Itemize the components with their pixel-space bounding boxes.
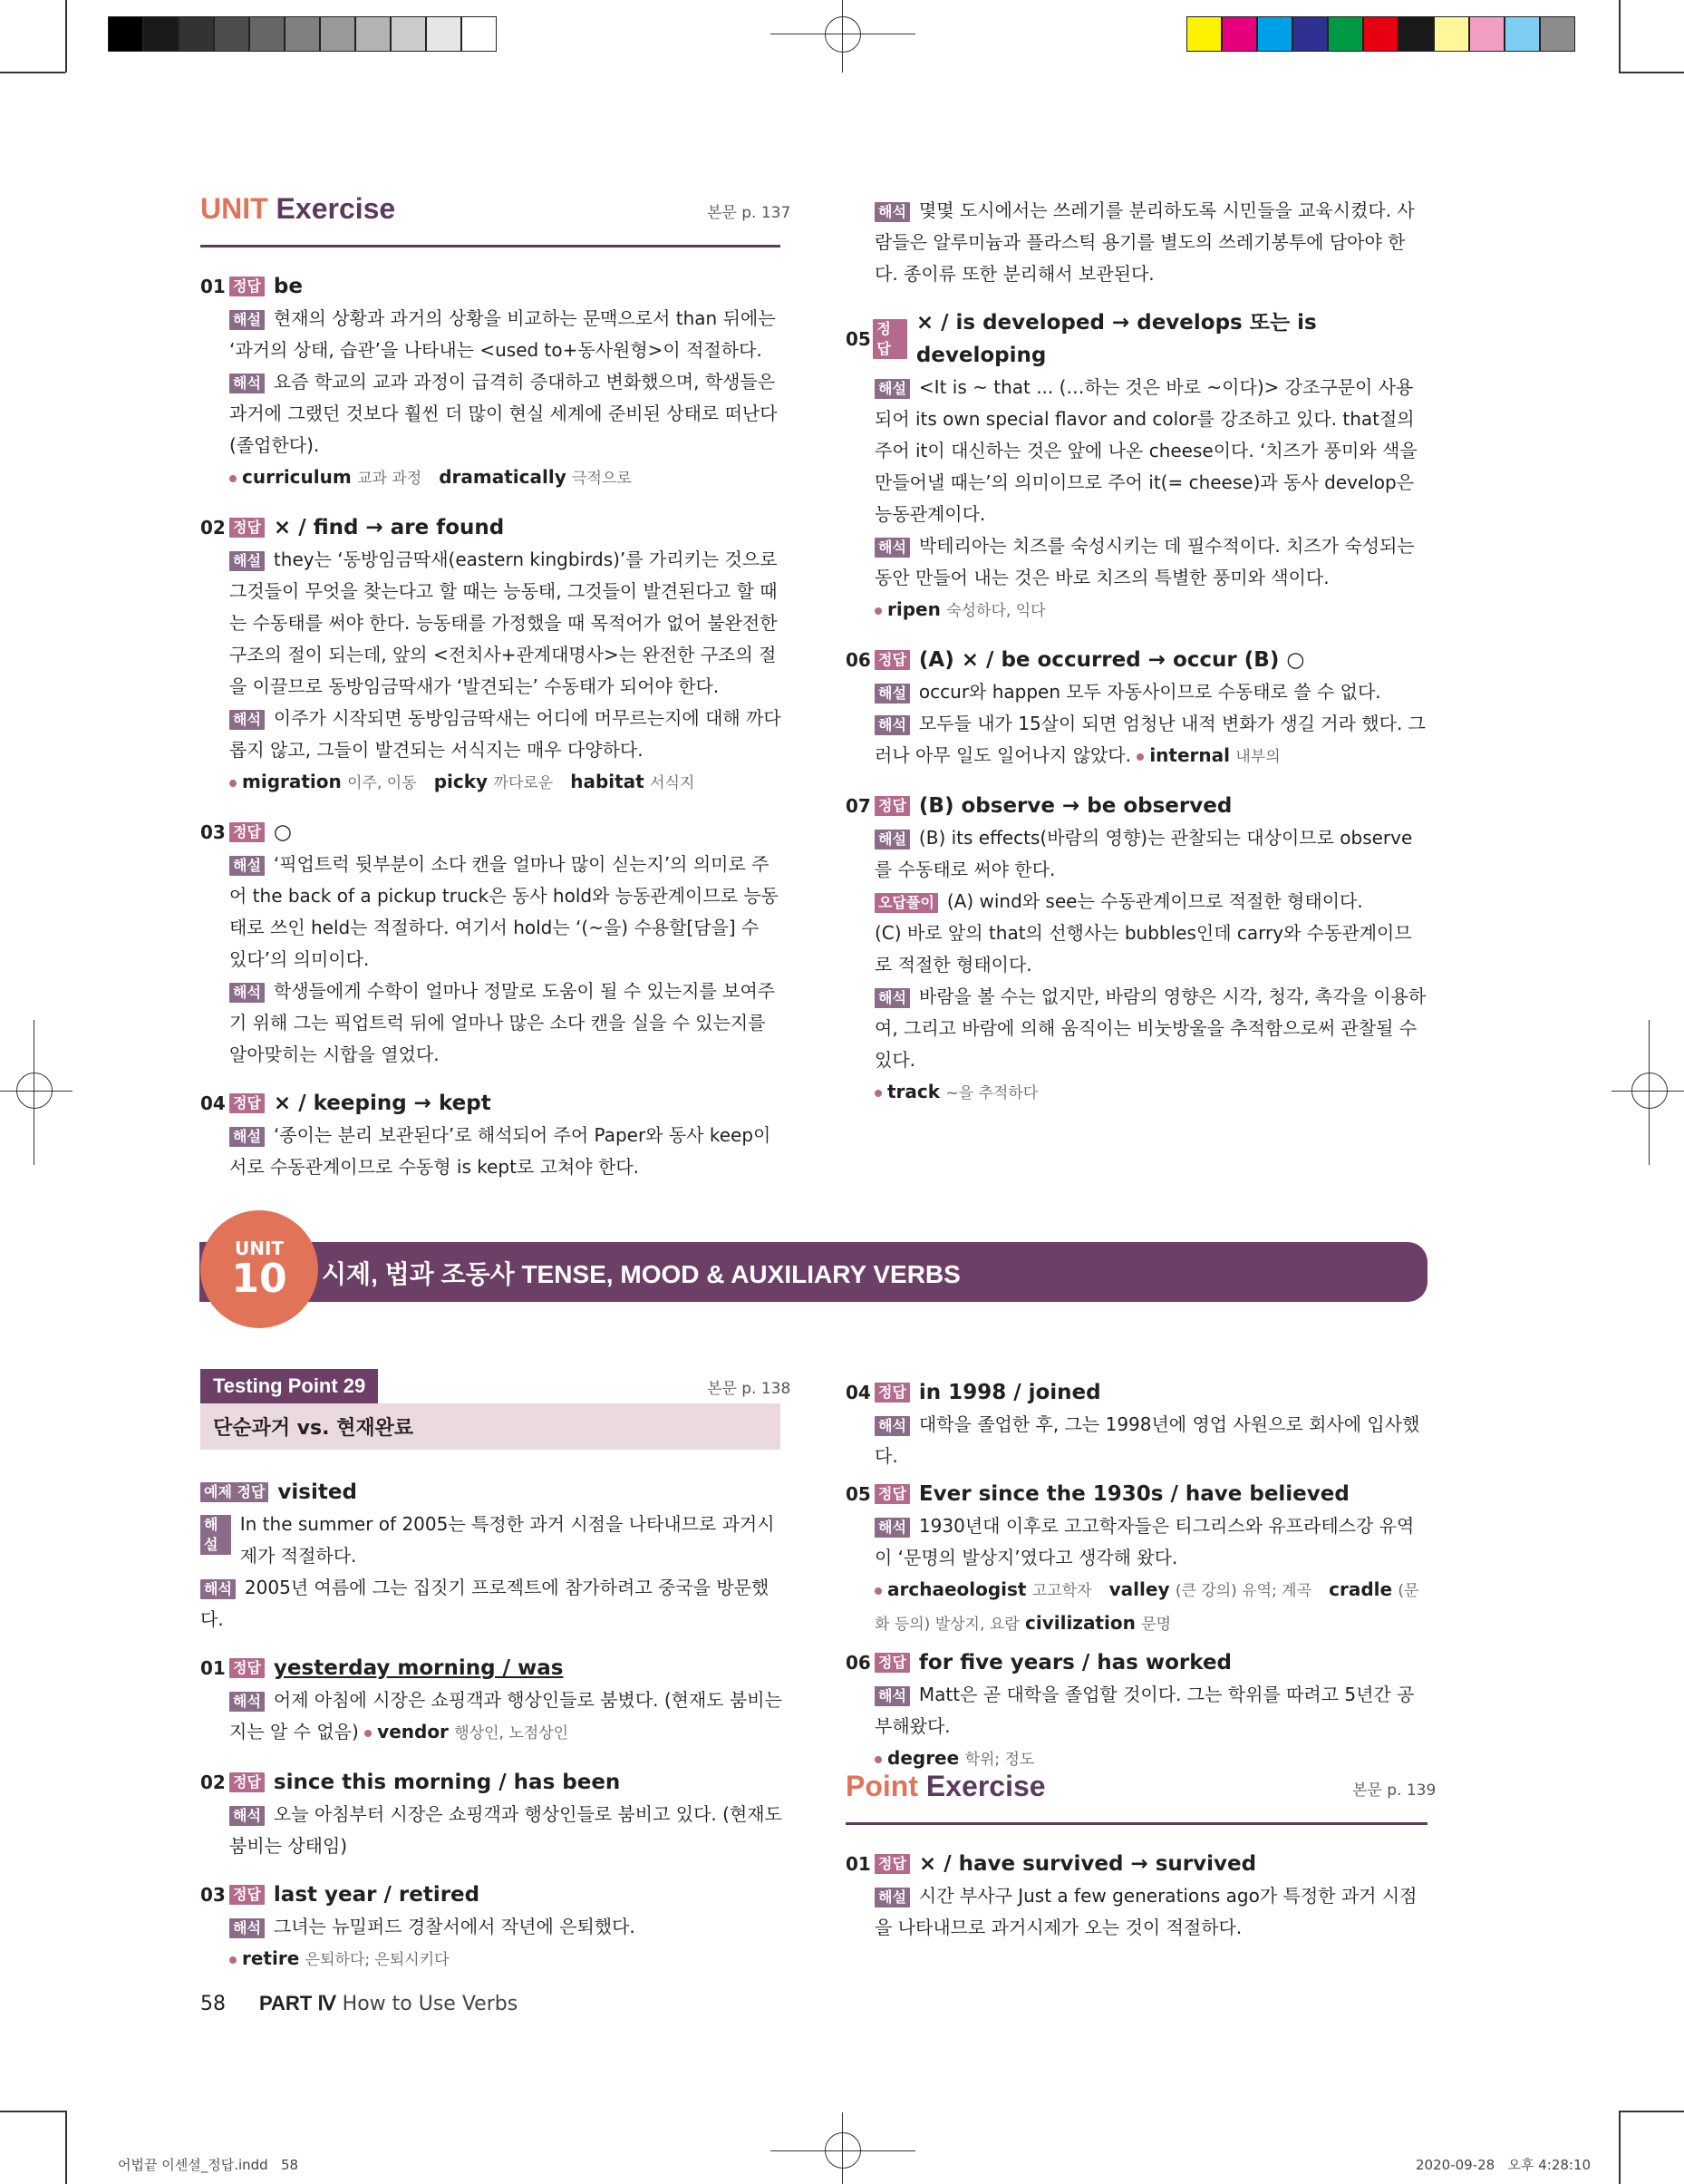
answer-item-01: [200, 270, 782, 495]
unit-number-badge: [200, 1210, 318, 1328]
point-exercise-column: [846, 1831, 1428, 1944]
page-reference: 본문 p. 138: [707, 1380, 791, 1398]
explanation-tag: 해설: [229, 551, 265, 571]
testing-point-box: [200, 1369, 780, 1450]
translation-text: 바람을 볼 수는 없지만, 바람의 영향은 시각, 청각, 촉각을 이용하여, 그리고 바람에 의해 움직이는 비눗방울을 추적함으로써 관찰될 수 있다.: [875, 985, 1427, 1071]
translation-text: 어제 아침에 시장은 쇼핑객과 행상인들로 붐볐다. (현재도 붐비는지는 알 수 없음): [229, 1689, 782, 1742]
color-swatch: [1292, 16, 1328, 52]
part-title: How to Use Verbs: [342, 1993, 518, 2015]
explanation-tag: 해설: [229, 856, 265, 876]
unit-label: UNIT: [234, 1238, 285, 1259]
example-answer: visited: [277, 1480, 357, 1504]
crop-mark: [1619, 72, 1684, 73]
translation-tag: 해석: [875, 988, 910, 1008]
answer-text: ○: [273, 820, 292, 844]
color-swatch: [285, 16, 320, 52]
answer-item-04: 04 정답 in 1998 / joined 해석 대학을 졸업한 후, 그는 1998년에 영업 사원으로 회사에 입사했다.: [846, 1376, 1428, 1472]
color-swatch: [1363, 16, 1398, 52]
explanation-text: ‘종이는 분리 보관된다’로 해석되어 주어 Paper와 동사 keep이 서로 수동관계이므로 수동형 is kept로 고쳐야 한다.: [229, 1124, 771, 1178]
color-swatch: [461, 16, 497, 52]
color-swatch: [1257, 16, 1292, 52]
item-number: 07: [846, 795, 871, 817]
answer-item-01: 01 정답 yesterday morning / was 해석 어제 아침에 시장은 쇼핑객과 행상인들로 붐볐다. (현재도 붐비는지는 알 수 없음) vendor 행상인, 노점상인: [200, 1652, 782, 1750]
answer-item-01: 01 정답 × / have survived → survived 해설 시간 부사구 Just a few generations ago가 특정한 과거 시점을 나타내므로 과거시제가 오는 것이 적절하다.: [846, 1848, 1428, 1944]
registration-line: [1611, 1091, 1684, 1092]
translation-tag: 해석: [229, 710, 265, 730]
answer-tag: 정답: [229, 518, 265, 538]
translation-text: 그녀는 뉴밀퍼드 경찰서에서 작년에 은퇴했다.: [273, 1916, 635, 1937]
answer-tag: 정답: [875, 796, 910, 816]
translation-tag: 해석: [229, 374, 265, 393]
translation-text: 대학을 졸업한 후, 그는 1998년에 영업 사원으로 회사에 입사했다.: [875, 1413, 1420, 1467]
crop-mark: [65, 0, 67, 73]
heading-part-a: Point: [846, 1770, 918, 1802]
registration-line: [842, 2112, 843, 2184]
bottom-left-column: [200, 1476, 782, 1976]
answer-tag: 정답: [873, 319, 906, 359]
right-column: [846, 195, 1428, 1110]
explanation-text: (B) its effects(바람의 영향)는 관찰되는 대상이므로 observe를 수동태로 써야 한다.: [875, 827, 1413, 880]
translation-text: 몇몇 도시에서는 쓰레기를 분리하도록 시민들을 교육시켰다. 사람들은 알루미늄과 플라스틱 용기를 별도의 쓰레기봉투에 담아야 한다. 종이류 또한 분리해서 보관된다.: [875, 199, 1415, 285]
answer-item-04: [200, 1087, 782, 1183]
wrong-answer-text: (C) 바로 앞의 that의 선행사는 bubbles인데 carry와 수동관계이므로 적절한 형태이다.: [875, 922, 1412, 976]
translation-text: 요즘 학교의 교과 과정이 급격히 증대하고 변화했으며, 학생들은 과거에 그랬던 것보다 훨씬 더 많이 현실 세계에 준비된 상태로 떠난다(졸업한다).: [229, 371, 778, 456]
vocab-line: degree 학위; 정도: [846, 1742, 1428, 1776]
answer-text: last year / retired: [273, 1883, 480, 1907]
color-swatch: [1434, 16, 1469, 52]
example-answer-tag: 예제 정답: [200, 1482, 268, 1502]
item-number: 06: [846, 649, 871, 671]
translation-tag: 해석: [875, 715, 910, 735]
answer-text: (A) × / be occurred → occur (B) ○: [918, 648, 1305, 672]
page-footer: [200, 1992, 518, 2015]
color-swatch: [1398, 16, 1434, 52]
explanation-tag: 해설: [875, 379, 910, 399]
heading-rule: [846, 1822, 1428, 1825]
color-swatch: [1469, 16, 1505, 52]
answer-text: × / find → are found: [273, 516, 505, 539]
translation-tag: 해석: [875, 538, 910, 558]
explanation-tag: 해설: [229, 1127, 265, 1147]
explanation-text: 시간 부사구 Just a few generations ago가 특정한 과거 시점을 나타내므로 과거시제가 오는 것이 적절하다.: [875, 1885, 1418, 1938]
crop-mark: [0, 2111, 65, 2112]
answer-item-05: [846, 306, 1428, 627]
color-swatch: [320, 16, 355, 52]
bottom-right-column: [846, 1360, 1428, 1776]
color-swatch: [143, 16, 179, 52]
answer-tag: 정답: [229, 1093, 265, 1113]
translation-text: 이주가 시작되면 동방임금딱새는 어디에 머무르는지에 대해 까다롭지 않고, 그들이 발견되는 서식지는 매우 다양하다.: [229, 707, 781, 761]
item-number: 03: [200, 821, 226, 843]
unit-number: 10: [231, 1256, 287, 1302]
color-swatch: [1186, 16, 1222, 52]
part-label: PART Ⅳ: [259, 1992, 336, 2014]
color-swatch: [1328, 16, 1363, 52]
point-exercise-heading: [846, 1770, 1046, 1803]
answer-item-02: 02 정답 since this morning / has been 해석 오늘 아침부터 시장은 쇼핑객과 행상인들로 붐비고 있다. (현재도 붐비는 상태임): [200, 1766, 782, 1862]
answer-item-03: 03 정답 last year / retired 해석 그녀는 뉴밀퍼드 경찰서에서 작년에 은퇴했다. retire 은퇴하다; 은퇴시키다: [200, 1878, 782, 1976]
vocab-line: migration 이주, 이동 picky 까다로운 habitat 서식지: [200, 766, 782, 800]
answer-text: since this morning / has been: [273, 1771, 621, 1794]
crop-mark: [65, 2111, 67, 2184]
answer-text: yesterday morning / was: [273, 1656, 564, 1680]
registration-line: [0, 1091, 73, 1092]
item-number: 01: [200, 276, 226, 297]
item-number: 04: [200, 1092, 226, 1114]
translation-tag: 해석: [200, 1579, 236, 1599]
crop-mark: [1619, 2111, 1621, 2184]
translation-text: 오늘 아침부터 시장은 쇼핑객과 행상인들로 붐비고 있다. (현재도 붐비는 상태임): [229, 1803, 782, 1857]
color-swatch: [1222, 16, 1257, 52]
explanation-text: <It is ~ that ... (…하는 것은 바로 ~이다)> 강조구문이 사용되어 its own special flavor and color를 강조하고 있다. that절의 주어 it이 대신하는 것은 앞에 나온 cheese이다. ‘치즈가 풍미와 색을 만들어낼 때는’의 의미이므로 주어 it(= cheese)과 동사 develop은 능동관계이다.: [875, 376, 1418, 525]
heading-part-b: Exercise: [276, 192, 396, 225]
translation-text: 1930년대 이후로 고고학자들은 티그리스와 유프라테스강 유역이 ‘문명의 발상지’였다고 생각해 왔다.: [875, 1515, 1415, 1568]
heading-rule: [200, 245, 780, 248]
crop-mark: [1619, 0, 1621, 73]
answer-text: × / is developed → develops 또는 is developing: [915, 311, 1317, 367]
item-number: 05: [846, 328, 871, 350]
answer-text: in 1998 / joined: [918, 1381, 1101, 1404]
page-number: 58: [200, 1993, 226, 2015]
heading-part-b: Exercise: [925, 1770, 1046, 1802]
color-swatch: [179, 16, 214, 52]
answer-text: Ever since the 1930s / have believed: [918, 1482, 1350, 1506]
answer-tag: 정답: [229, 822, 265, 842]
answer-item-07: [846, 790, 1428, 1110]
testing-point-subtitle: 단순과거 vs. 현재완료: [200, 1403, 780, 1450]
vocab-line: track ~을 추적하다: [846, 1076, 1428, 1110]
page-reference: 본문 p. 139: [1352, 1781, 1437, 1800]
answer-text: × / keeping → kept: [273, 1092, 491, 1115]
left-column: [200, 254, 782, 1183]
color-swatch: [391, 16, 426, 52]
answer-tag: 정답: [229, 277, 265, 296]
answer-text: be: [273, 275, 303, 298]
explanation-tag: 해설: [200, 1515, 231, 1555]
translation-text: 모두들 내가 15살이 되면 엄청난 내적 변화가 생길 거라 했다. 그러나 아무 일도 일어나지 않았다.: [875, 713, 1426, 766]
translation-text: 박테리아는 치즈를 숙성시키는 데 필수적이다. 치즈가 숙성되는 동안 만들어 내는 것은 바로 치즈의 특별한 풍미와 색이다.: [875, 535, 1415, 588]
print-slug-date: 2020-09-28 오후 4:28:10: [1416, 2157, 1592, 2173]
answer-text: × / have survived → survived: [918, 1852, 1257, 1876]
registration-line: [1649, 1020, 1650, 1165]
color-swatch: [214, 16, 249, 52]
vocab-line: curriculum 교과 과정 dramatically 극적으로: [200, 461, 782, 495]
translation-tag: 해석: [875, 202, 910, 222]
crop-mark: [0, 72, 65, 73]
explanation-text: occur와 happen 모두 자동사이므로 수동태로 쓸 수 없다.: [918, 681, 1381, 703]
color-swatch: [1505, 16, 1540, 52]
explanation-text: In the summer of 2005는 특정한 과거 시점을 나타내므로 과거시제가 적절하다.: [239, 1513, 775, 1567]
answer-item-03: [200, 816, 782, 1071]
page-reference: 본문 p. 137: [707, 204, 791, 222]
translation-text: Matt은 곧 대학을 졸업할 것이다. 그는 학위를 따려고 5년간 공부해왔다.: [875, 1684, 1415, 1737]
vocab-line: archaeologist 고고학자 valley (큰 강의) 유역; 계곡 cradle (문화 등의) 발상지, 요람 civilization 문명: [875, 1578, 1419, 1634]
answer-text: for five years / has worked: [918, 1651, 1233, 1674]
explanation-tag: 해설: [229, 310, 265, 330]
color-swatch: [108, 16, 143, 52]
wrong-answer-text: (A) wind와 see는 수동관계이므로 적절한 형태이다.: [946, 890, 1363, 912]
translation-text: 2005년 여름에 그는 집짓기 프로젝트에 참가하려고 중국을 방문했다.: [200, 1577, 769, 1630]
vocab-line: retire 은퇴하다; 은퇴시키다: [200, 1943, 782, 1976]
translation-text: 학생들에게 수학이 얼마나 정말로 도움이 될 수 있는지를 보여주기 위해 그는 픽업트럭 뒤에 얼마나 많은 소다 캔을 실을 수 있는지를 알아맞히는 시합을 열었다.: [229, 980, 776, 1065]
unit-exercise-heading: [200, 192, 395, 226]
explanation-text: ‘픽업트럭 뒷부분이 소다 캔을 얼마나 많이 싣는지’의 의미로 주어 the back of a pickup truck은 동사 hold와 능동관계이므로 능동태로 쓰인 held는 적절하다. 여기서 hold는 ‘(~을) 수용할[담을] 수 있다’의 의미이다.: [229, 853, 779, 970]
crop-mark: [1619, 2111, 1684, 2112]
answer-item-05: 05 정답 Ever since the 1930s / have believed 해석 1930년대 이후로 고고학자들은 티그리스와 유프라테스강 유역이 ‘문명의 발상지’였다고 생각해 왔다. archaeologist 고고학자 valley (큰 강의) 유역; 계곡 cradle (문화 등의) 발상지, 요람 civilization 문명: [846, 1478, 1428, 1641]
answer-item-02: [200, 511, 782, 800]
answer-item-06: 06 정답 for five years / has worked 해석 Matt은 곧 대학을 졸업할 것이다. 그는 학위를 따려고 5년간 공부해왔다. degree 학위; 정도: [846, 1646, 1428, 1776]
print-slug-file: 어법끝 이센셜_정답.indd 58: [118, 2157, 299, 2173]
vocab-line: ripen 숙성하다, 익다: [846, 594, 1428, 627]
explanation-tag: 해설: [875, 684, 910, 704]
color-swatch: [249, 16, 285, 52]
unit-title-band: [199, 1242, 1428, 1302]
wrong-answer-tag: 오답풀이: [875, 893, 938, 913]
unit-title: 시제, 법과 조동사 TENSE, MOOD & AUXILIARY VERBS: [322, 1260, 961, 1288]
registration-mark-top: [825, 16, 861, 53]
color-swatch: [426, 16, 461, 52]
color-swatch: [1540, 16, 1575, 52]
answer-tag: 정답: [875, 650, 910, 670]
translation-tag: 해석: [229, 983, 265, 1003]
registration-line: [770, 2150, 915, 2151]
explanation-text: they는 ‘동방임금딱새(eastern kingbirds)’를 가리키는 것으로 그것들이 무엇을 찾는다고 할 때는 능동태, 그것들이 발견된다고 할 때는 수동태를 써야 한다. 능동태를 가정했을 때 목적어가 없어 불완전한 구조의 절이 되는데, 앞의 <전치사+관계대명사>는 완전한 구조의 절을 이끌므로 동방임금딱새가 ‘발견되는’ 수동태가 되어야 한다.: [229, 548, 778, 697]
answer-text: (B) observe → be observed: [918, 794, 1233, 818]
heading-part-a: UNIT: [200, 192, 268, 225]
answer-item-06: 06 정답 (A) × / be occurred → occur (B) ○ 해설 occur와 happen 모두 자동사이므로 수동태로 쓸 수 없다. 해석 모두들 내가 15살이 되면 엄청난 내적 변화가 생길 거라 했다. 그러나 아무 일도 일어나지 않았다. internal 내부의: [846, 644, 1428, 773]
registration-line: [842, 0, 843, 73]
color-swatch: [355, 16, 391, 52]
testing-point-title: Testing Point 29: [200, 1369, 378, 1403]
explanation-text: 현재의 상황과 과거의 상황을 비교하는 문맥으로서 than 뒤에는 ‘과거의 상태, 습관’을 나타내는 <used to+동사원형>이 적절하다.: [229, 307, 776, 361]
explanation-tag: 해설: [875, 830, 910, 849]
item-number: 02: [200, 517, 226, 539]
